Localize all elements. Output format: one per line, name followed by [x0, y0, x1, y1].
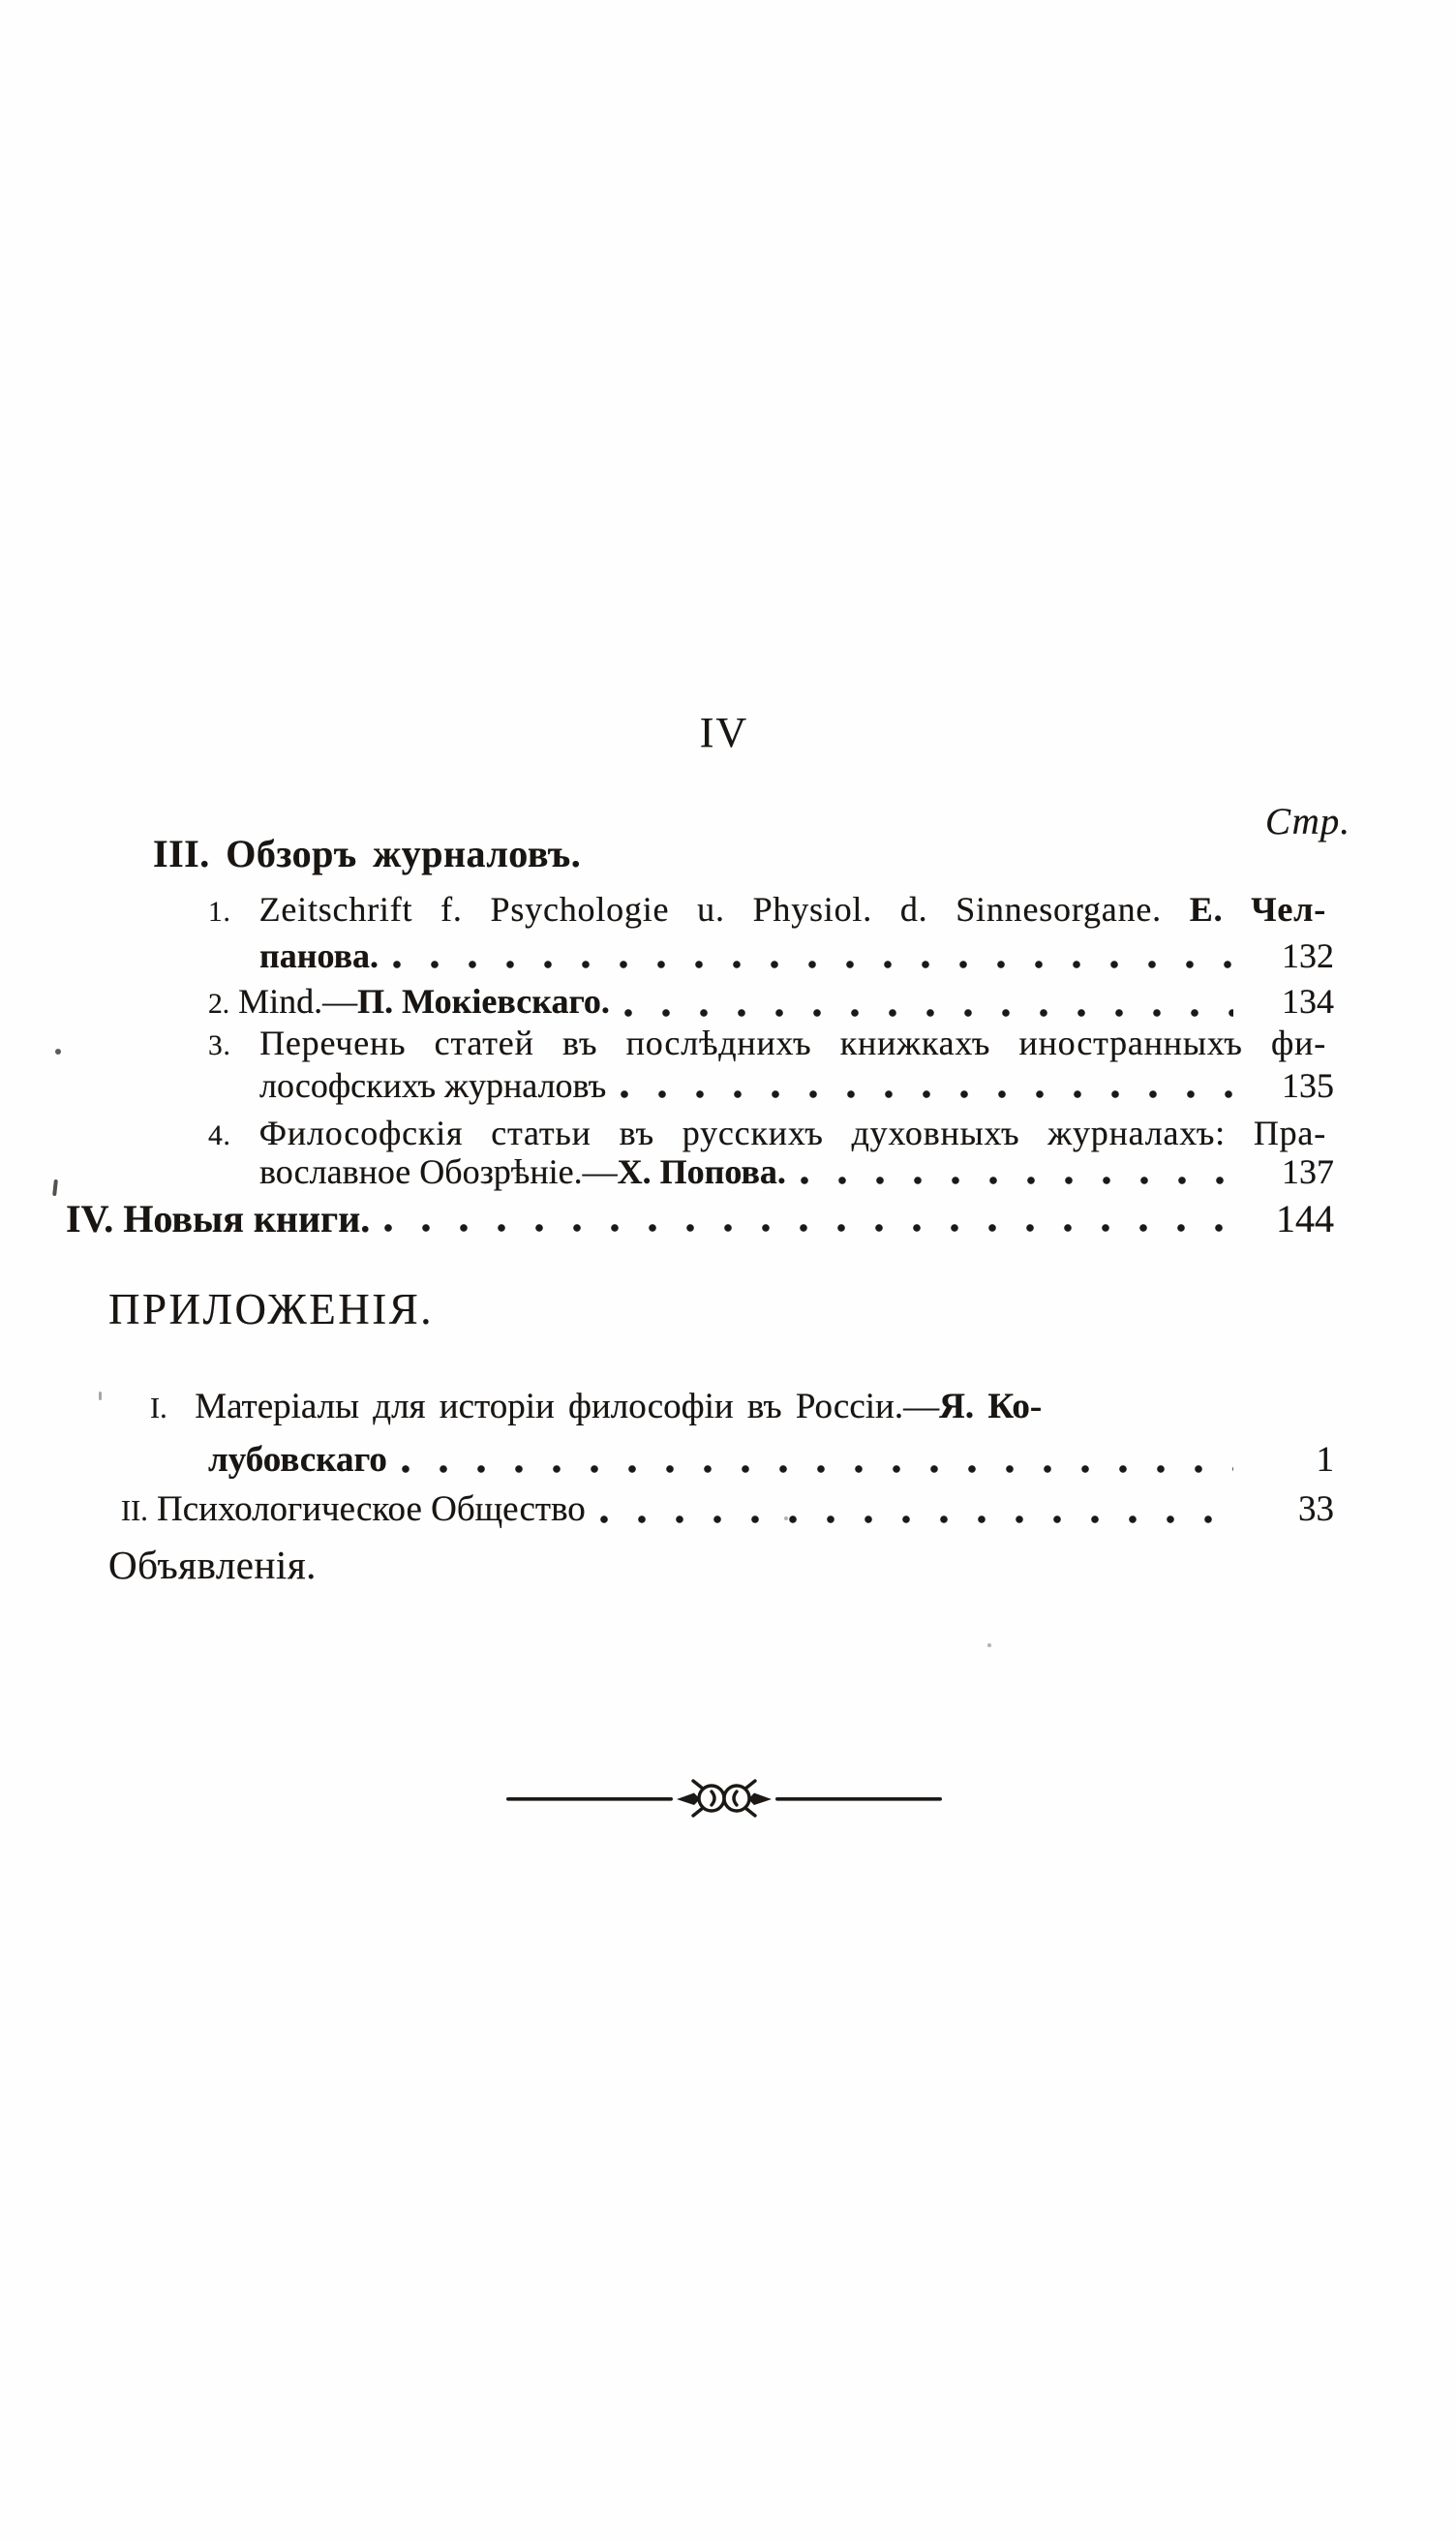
section-journals-heading: III. Обзоръ журналовъ.	[153, 832, 582, 875]
item-number: 4.	[208, 1120, 231, 1151]
page-number: 132	[1282, 936, 1334, 975]
scan-artifact	[784, 1516, 788, 1520]
folio-page-number: IV	[699, 709, 749, 756]
toc-item-journals-2	[208, 979, 1334, 1026]
dot-leader	[383, 1223, 1233, 1233]
toc-item-journals-1-line1	[208, 887, 1326, 935]
item-text: Философскія статьи въ русскихъ духовныхъ журналахъ: Пра-	[258, 1114, 1326, 1152]
item-number: 2.	[208, 989, 230, 1020]
toc-item-journals-4-line2	[259, 1149, 1334, 1194]
toc-item-journals-1-line2	[259, 934, 1334, 978]
divider-ornament-icon	[506, 1776, 942, 1819]
section-title: IV. Новыя книги.	[66, 1197, 371, 1240]
item-author: панова.	[259, 936, 379, 975]
item-text: Психологическое Общество	[157, 1489, 586, 1529]
item-text: Матеріалы для исторіи философіи въ Россіи.—	[195, 1387, 940, 1426]
page-number: 1	[1316, 1440, 1334, 1480]
toc-item-appendix-1-line2	[208, 1438, 1334, 1483]
item-author: Я. Ко-	[939, 1387, 1043, 1426]
scan-artifact	[55, 1049, 61, 1055]
toc-item-journals-3-line2	[259, 1063, 1334, 1108]
divider	[506, 1776, 942, 1819]
appendix-heading: ПРИЛОЖЕНІЯ.	[108, 1285, 434, 1333]
item-number: I.	[150, 1392, 167, 1424]
toc-item-appendix-2	[121, 1487, 1334, 1533]
item-text: Mind.—	[238, 982, 358, 1021]
item-text: Перечень статей въ послѣднихъ книжкахъ иностранныхъ фи-	[259, 1024, 1326, 1062]
item-text: Zeitschrift f. Psychologie u. Physiol. d. Sinnesorgane.	[258, 890, 1162, 929]
dot-leader	[623, 1008, 1233, 1018]
item-number: 3.	[208, 1030, 231, 1061]
scan-artifact	[987, 1643, 991, 1647]
page-number: 33	[1298, 1489, 1334, 1529]
dot-leader	[620, 1089, 1233, 1099]
item-author: П. Мокіевскаго.	[357, 982, 610, 1021]
scan-artifact	[99, 1392, 102, 1400]
item-number: II.	[121, 1494, 148, 1527]
section-new-books	[66, 1197, 1334, 1241]
page-number: 134	[1282, 982, 1334, 1021]
toc-item-journals-3-line1	[208, 1021, 1326, 1069]
dot-leader	[401, 1464, 1233, 1474]
page-column-header: Стр.	[1265, 801, 1350, 842]
dot-leader	[599, 1515, 1233, 1524]
item-text: вославное Обозрѣніе.—	[259, 1152, 618, 1191]
dot-leader	[800, 1176, 1233, 1185]
toc-item-appendix-1-line1	[150, 1385, 1042, 1430]
item-author: Х. Попова.	[617, 1152, 786, 1191]
item-author: лубовскаго	[208, 1440, 387, 1480]
announcements-label: Объявленія.	[108, 1543, 317, 1587]
dot-leader	[392, 960, 1233, 969]
page-number: 144	[1276, 1197, 1334, 1240]
item-text: лософскихъ журналовъ	[259, 1066, 607, 1105]
page-number: 137	[1282, 1152, 1334, 1191]
scan-artifact	[52, 1179, 58, 1196]
item-number: 1.	[208, 897, 231, 928]
page-number: 135	[1282, 1066, 1334, 1105]
item-author: Е. Чел-	[1189, 890, 1326, 929]
